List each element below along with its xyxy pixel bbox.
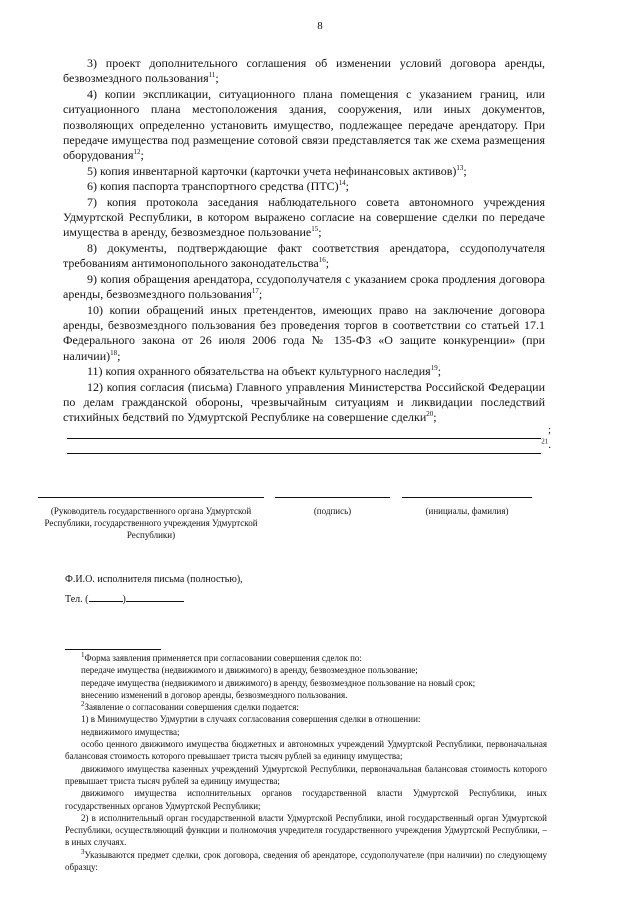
footnote-ref: 18: [110, 348, 118, 357]
signature-line: [275, 497, 390, 498]
footnote: $^3$Указываются предмет сделки, срок договора, сведения об арендаторе, ссудополучателе (при наличии) по следующему образцу:: [65, 847, 547, 873]
item-text: 7) копия протокола заседания наблюдательного совета автономного учреждения Удмуртской Республики, в котором выражено согласие на совершение сделки по передаче имущества в аренду, безвозмездное пользование: [63, 194, 545, 240]
footnote-line: движимого имущества казенных учреждений Удмуртской Республики, первоначальная балансовая стоимость которого превышает триста тысяч рублей за единицу имущества;: [65, 763, 547, 786]
name-caption: (инициалы, фамилия): [425, 506, 509, 516]
footnote-ref: 19: [430, 364, 438, 373]
item-text: 9) копия обращения арендатора, ссудополучателя с указанием срока продления договора аренды, безвозмездного пользования: [63, 271, 545, 302]
footnote-ref: 15: [311, 225, 319, 234]
executor-label: Ф.И.О. исполнителя письма (полностью),: [65, 574, 243, 585]
item-text: 12) копия согласия (письма) Главного управления Министерства Российской Федерации по делам гражданской обороны, чрезвычайным ситуациям и ликвидации последствий стихийных бедствий по Удмуртской Республике на совершение сделки: [63, 379, 545, 425]
line-end: $^{21}$.: [541, 437, 551, 452]
footnote-number: 2: [81, 700, 85, 709]
footnote: $^1$Форма заявления применяется при согласовании совершения сделок по:: [81, 651, 362, 663]
head-position-caption: (Руководитель государственного органа Удмуртской Республики, государственного учреждения Удмуртской Республики): [44, 506, 258, 540]
item-text: 10) копии обращений иных претендентов, имеющих право на заключение договора аренды, безвозмездного пользования без проведения торгов в соответствии со статьей 17.1 Федерального закона от 26 июля 2006 года № 135-ФЗ «О защите конкуренции» (при наличии): [63, 302, 545, 363]
footnote-number: 3: [81, 847, 85, 856]
footnote-line: 2) в исполнительный орган государственной власти Удмуртской Республики, иной государственный орган Удмуртской Республики, осуществляющий функции и полномочия учредителя государственного учреждения Удмуртской Республики, – в иных случаях.: [65, 812, 547, 848]
list-item: 6) копия паспорта транспортного средства (ПТС)$^{14}$;: [87, 179, 349, 194]
item-text: 3) проект дополнительного соглашения об изменении условий договора аренды, безвозмездного пользования: [63, 56, 545, 86]
footnote-ref: 17: [251, 287, 259, 296]
footnote: $^2$Заявление о согласовании совершения сделки подается:: [81, 700, 299, 713]
list-item: 4) копии экспликации, ситуационного плана помещения с указанием границ, или ситуационного плана местоположения здания, сооружения, или иных документов, позволяющих определенно установить имущество, подлежащее передаче арендатору. При передаче имущества под размещение сотовой связи представляется так же схема размещения оборудования$^{12}$;: [63, 86, 545, 163]
footnote-ref: 12: [133, 148, 141, 157]
line-end: ;: [547, 424, 551, 437]
list-item: 10) копии обращений иных претендентов, имеющих право на заключение договора аренды, безвозмездного пользования без проведения торгов в соответствии со статьей 17.1 Федерального закона от 26 июля 2006 года № 135-ФЗ «О защите конкуренции» (при наличии)$^{18}$;: [63, 302, 545, 363]
footnotes: [65, 652, 547, 873]
footnote-ref: 14: [338, 179, 346, 188]
item-text: 5) копия инвентарной карточки (карточки учета нефинансовых активов): [87, 163, 457, 178]
underline: [67, 453, 541, 454]
list-item: 3) проект дополнительного соглашения об изменении условий договора аренды, безвозмездного пользования$^{11}$;: [63, 56, 545, 86]
footnote-number: 1: [81, 651, 85, 659]
item-text: 4) копии экспликации, ситуационного плана помещения с указанием границ, или ситуационного плана местоположения здания, сооружения, или иных документов, позволяющих определенно установить имущество, подлежащее передаче арендатору. При передаче имущества под размещение сотовой связи представляется так же схема размещения оборудования: [63, 86, 545, 163]
phone-number-blank: [126, 591, 184, 602]
item-text: 6) копия паспорта транспортного средства (ПТС): [87, 179, 339, 194]
list-item: 9) копия обращения арендатора, ссудополучателя с указанием срока продления договора аренды, безвозмездного пользования$^{17}$;: [63, 271, 545, 302]
signature-caption: (подпись): [313, 506, 352, 516]
footnote-line: 1) в Минимущество Удмуртии в случаях согласования совершения сделки в отношении:: [81, 714, 421, 725]
footnote-line: недвижимого имущества;: [81, 726, 180, 737]
phone-code-blank: [89, 591, 123, 602]
item-text: 8) документы, подтверждающие факт соответствия арендатора, ссудополучателя требованиям антимонопольного законодательства: [63, 240, 545, 271]
underline: [67, 438, 541, 439]
page-number: 8: [317, 20, 323, 32]
item-text: 11) копия охранного обязательства на объект культурного наследия: [87, 364, 431, 379]
blank-fill-line: [63, 437, 551, 456]
footnote-ref: 13: [456, 163, 464, 172]
footnote-line: передаче имущества (недвижимого и движимого) в аренду, безвозмездное пользование;: [81, 665, 418, 676]
footnote-ref: 11: [208, 71, 216, 80]
footnote-separator: [65, 649, 161, 650]
footnote-line: особо ценного движимого имущества бюджетных и автономных учреждений Удмуртской Республики, первоначальная балансовая стоимость которого превышает триста тысяч рублей за единицу имущества;: [65, 739, 547, 762]
executor-phone: Тел. ( ): [65, 591, 184, 605]
footnote-line: внесению изменений в договор аренды, безвозмездного пользования.: [81, 689, 348, 700]
name-signature-line: [402, 497, 532, 498]
footnote-ref: 21: [541, 437, 549, 446]
footnote-line: движимого имущества исполнительных органов государственной власти Удмуртской Республики, иных государственных органов Удмуртской Республики;: [65, 788, 547, 811]
footnote-ref: 16: [318, 256, 326, 265]
document-list: [63, 56, 551, 456]
list-item: 8) документы, подтверждающие факт соответствия арендатора, ссудополучателя требованиям антимонопольного законодательства$^{16}$;: [63, 240, 545, 271]
footnote-line: передаче имущества (недвижимого и движимого) в аренду, безвозмездное пользование на новый срок;: [81, 677, 476, 688]
blank-fill-line: [63, 424, 551, 441]
list-item: 5) копия инвентарной карточки (карточки учета нефинансовых активов)$^{13}$;: [87, 163, 467, 178]
head-signature-line: [38, 497, 264, 498]
footnote-ref: 20: [426, 410, 434, 419]
list-item: 12) копия согласия (письма) Главного управления Министерства Российской Федерации по делам гражданской обороны, чрезвычайным ситуациям и ликвидации последствий стихийных бедствий по Удмуртской Республике на совершение сделки$^{20}$;: [63, 379, 545, 425]
list-item: 7) копия протокола заседания наблюдательного совета автономного учреждения Удмуртской Республики, в котором выражено согласие на совершение сделки по передаче имущества в аренду, безвозмездное пользование$^{15}$;: [63, 194, 545, 240]
list-item: 11) копия охранного обязательства на объект культурного наследия$^{19}$;: [87, 364, 442, 379]
